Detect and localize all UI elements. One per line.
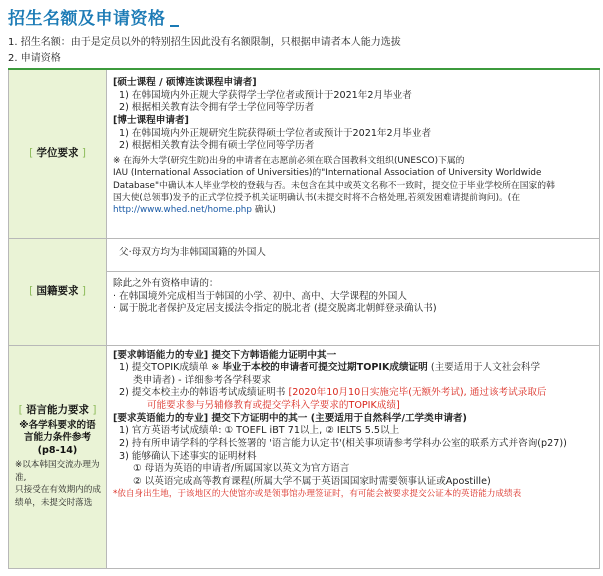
degree-row (9, 69, 600, 238)
degree-label-cell (9, 69, 107, 238)
language-label-cell (9, 345, 107, 568)
english-item-1: 1) 官方英语考试成绩单: ① TOEFL iBT 71以上, ② IELTS 5.5以上 (119, 425, 400, 437)
phd-item-2: 2) 根据相关教育法令拥有硕士学位同等学历者 (119, 140, 315, 152)
title-underscore (170, 25, 179, 27)
korean-item-2 (113, 387, 593, 400)
k1-tail: (主要适用于人文社会科学 (430, 362, 541, 374)
english-item-2: 2) 持有所申请学科的学科长签署的 '语言能力认定书'(相关事项请参考学科办公室的联系方式并咨询(p27)) (119, 438, 567, 450)
language-row (9, 345, 600, 568)
language-content (107, 345, 600, 568)
language-warning: *依自身出生地，于该地区的大使馆亦或是领事馆办理签证时，有可能会被要求提交公证本的英语能力成绩表 (113, 488, 522, 499)
korean-item-2-cont: 可能要求参与另辅修教育或提交学科入学要求的TOPIK成绩] (147, 400, 400, 412)
nationality-row (9, 238, 600, 345)
degree-label: [ 学位要求 ] (29, 146, 86, 159)
page-title (8, 4, 599, 28)
english-item-3: 3) 能够确认下述事实的证明材料 (119, 450, 257, 462)
master-item-2: 2) 根据相关教育法令拥有学士学位同等学历者 (119, 102, 315, 114)
link-suffix: 确认) (251, 205, 276, 216)
note-line-4: 国大使(总领事)发予的正式学位授予机关证明确认书(未提交时将不合格处理,若须发困难请提前询问)。(在 (113, 192, 521, 203)
language-sub (9, 420, 106, 457)
intro-line-1: 1. 招生名额：由于是定员以外的特别招生因此没有名额限制，只根据申请者本人能力选拔 (8, 37, 401, 48)
language-note-3: 绩单，未提交时落选 (15, 497, 93, 508)
master-header: [硕士课程 / 硕博连读课程申请者] (113, 77, 257, 88)
intro-line-2: 2. 申请资格 (8, 52, 61, 64)
nationality-line-4: · 属于脱北者保护及定居支援法令指定的脱北者 (提交脱离北朝鲜登录确认书) (113, 303, 437, 315)
english-header: [要求英语能力的专业] 提交下方证明中的其一 (主要适用于自然科学/工学类申请者) (113, 412, 467, 424)
nationality-top (107, 239, 599, 273)
whed-link[interactable]: http://www.whed.net/home.php (113, 205, 252, 216)
k1-label: 1) 提交TOPIK成绩单 ※ (119, 362, 220, 374)
note-line-2: IAU (International Association of Universities)的"International Association of University Worldwide (113, 168, 542, 179)
language-label: [ 语言能力要求 ] (18, 403, 97, 416)
note-line-5 (113, 204, 593, 216)
k1-bold: 毕业于本校的申请者可提交过期TOPIK成绩证明 (222, 362, 428, 374)
phd-item-1: 1) 在韩国境内外正规研究生院获得硕士学位者或预计于2021年2月毕业者 (119, 127, 432, 139)
intro (8, 35, 599, 66)
korean-item-1 (113, 362, 593, 375)
nationality-bottom (113, 272, 593, 320)
nationality-line-2: 除此之外有资格申请的： (113, 278, 219, 290)
language-sub-3: (p8-14) (37, 444, 78, 456)
degree-note (113, 155, 593, 217)
nationality-label: [ 国籍要求 ] (29, 284, 86, 297)
english-item-3-2: ② 以英语完成高等教育课程(所属大学不属于英语国国家时需要领事认证或Apostille) (133, 476, 491, 488)
k2-label: 2) 提交本校主办的韩语考试成绩证明书 (119, 387, 286, 399)
nationality-line-1: 父·母双方均为非韩国国籍的外国人 (119, 246, 266, 258)
k2-red: [2020年10月10日实施完毕(无额外考试), 通过该考试录取后 (288, 387, 547, 399)
korean-header: [要求韩语能力的专业] 提交下方韩语能力证明中其一 (113, 349, 337, 361)
phd-header: [博士课程申请者] (113, 114, 189, 126)
note-line-3: Database"中确认本人毕业学校的登载与否。未包含在其中或英文名称不一致时，提交位于毕业学校所在国家的韩 (113, 180, 555, 191)
language-sub-2: 言能力条件参考 (23, 432, 92, 444)
master-item-1: 1) 在韩国境内外正规大学获得学士学位者或预计于2021年2月毕业者 (119, 89, 412, 101)
language-sub-1: ※各学科要求的语 (19, 419, 96, 431)
language-note-1: ※以本韩国交流办理为准, (15, 460, 100, 483)
language-note-2: 只接受在有效期内的成 (15, 485, 101, 496)
nationality-line-3: · 在韩国境外完成相当于韩国的小学、初中、高中、大学课程的外国人 (113, 290, 407, 302)
korean-item-1-cont: 类申请者) - 详细参考各学科要求 (133, 374, 272, 386)
language-label-note (9, 459, 106, 509)
note-line-1: ※ 在海外大学(研究生院)出身的申请者在志愿前必须在联合国教科文组织(UNESCO)下属的 (113, 155, 465, 166)
degree-content (107, 69, 600, 238)
title-text: 招生名额及申请资格 (8, 9, 166, 29)
nationality-content (107, 238, 600, 345)
english-item-3-1: ① 母语为英语的申请者/所属国家以英文为官方语言 (133, 463, 350, 475)
nationality-label-cell (9, 238, 107, 345)
requirements-table (8, 68, 600, 569)
